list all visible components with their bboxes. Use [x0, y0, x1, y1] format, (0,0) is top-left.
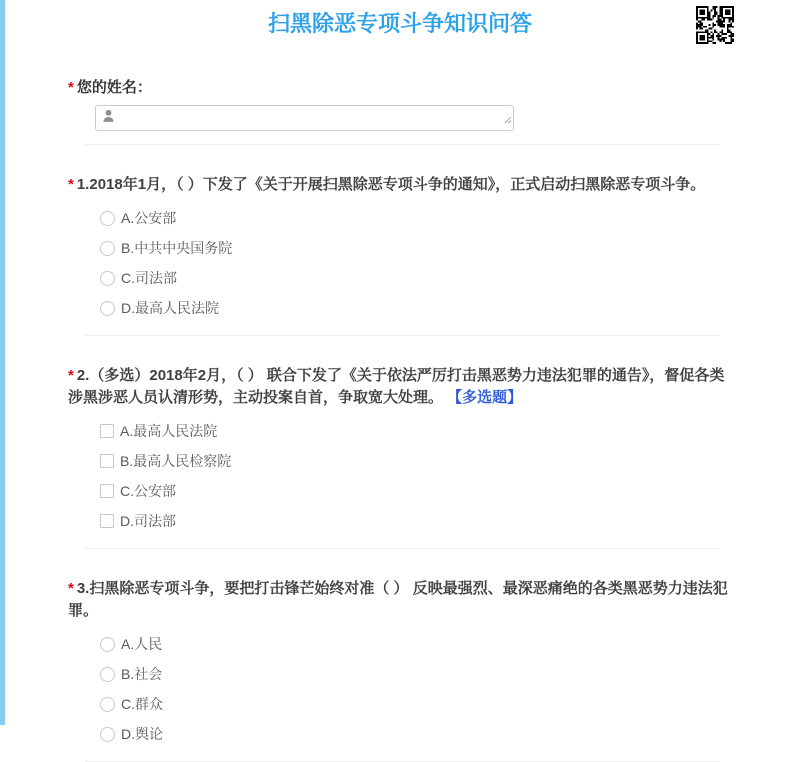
checkbox-control[interactable] — [100, 424, 114, 438]
radio-option[interactable] — [100, 300, 730, 316]
question-block — [68, 365, 730, 549]
option-label: D.司法部 — [120, 513, 176, 529]
person-icon — [101, 108, 116, 129]
survey-form — [0, 80, 800, 762]
option-label: B.最高人民检察院 — [120, 453, 232, 469]
option-list — [100, 210, 730, 316]
name-field-label — [68, 80, 730, 96]
question-text: 2.（多选）2018年2月，（ ） 联合下发了《关于依法严厉打击黑恶势力违法犯罪的通告》，督促各类涉黑涉恶人员认清形势，主动投案自首，争取宽大处理。 — [68, 367, 725, 406]
radio-option[interactable] — [100, 240, 730, 256]
radio-option[interactable] — [100, 666, 730, 682]
option-label: C.公安部 — [120, 483, 176, 499]
option-label: B.社会 — [121, 666, 163, 682]
option-label: C.群众 — [121, 696, 163, 712]
required-asterisk: * — [68, 580, 74, 597]
question-block — [68, 174, 730, 336]
checkbox-control[interactable] — [100, 484, 114, 498]
radio-control[interactable] — [100, 271, 115, 286]
option-label: B.中共中央国务院 — [121, 240, 233, 256]
section-divider — [85, 335, 720, 336]
required-asterisk: * — [68, 176, 74, 193]
resize-handle-icon[interactable] — [504, 111, 512, 129]
radio-control[interactable] — [100, 727, 115, 742]
radio-control[interactable] — [100, 637, 115, 652]
checkbox-control[interactable] — [100, 454, 114, 468]
checkbox-option[interactable] — [100, 453, 730, 469]
radio-option[interactable] — [100, 726, 730, 742]
multi-select-tag: 【多选题】 — [447, 389, 523, 406]
radio-control[interactable] — [100, 211, 115, 226]
option-label: D.舆论 — [121, 726, 163, 742]
qr-code-icon — [696, 6, 734, 44]
radio-control[interactable] — [100, 667, 115, 682]
option-label: C.司法部 — [121, 270, 177, 286]
question-text-row — [68, 174, 730, 196]
checkbox-option[interactable] — [100, 483, 730, 499]
radio-control[interactable] — [100, 697, 115, 712]
name-input-wrap[interactable] — [95, 105, 514, 131]
option-label: A.人民 — [121, 636, 163, 652]
radio-option[interactable] — [100, 696, 730, 712]
option-list — [100, 636, 730, 742]
option-label: A.最高人民法院 — [120, 423, 218, 439]
checkbox-control[interactable] — [100, 514, 114, 528]
option-label: A.公安部 — [121, 210, 177, 226]
question-block — [68, 578, 730, 762]
required-asterisk: * — [68, 367, 74, 384]
question-text-row — [68, 578, 730, 622]
checkbox-option[interactable] — [100, 513, 730, 529]
question-text-row — [68, 365, 730, 409]
radio-control[interactable] — [100, 241, 115, 256]
page-left-accent-strip — [0, 0, 5, 725]
option-list — [100, 423, 730, 529]
page-title: 扫黑除恶专项斗争知识问答 — [267, 11, 532, 36]
checkbox-option[interactable] — [100, 423, 730, 439]
section-divider — [85, 548, 720, 549]
radio-option[interactable] — [100, 270, 730, 286]
option-label: D.最高人民法院 — [121, 300, 219, 316]
required-asterisk: * — [68, 79, 74, 96]
name-input[interactable] — [116, 106, 510, 130]
questions — [68, 174, 730, 762]
question-text: 1.2018年1月，（ ）下发了《关于开展扫黑除恶专项斗争的通知》，正式启动扫黑除恶专项斗争。 — [76, 176, 706, 193]
question-text: 3.扫黑除恶专项斗争，要把打击锋芒始终对准（ ） 反映最强烈、最深恶痛绝的各类黑恶势力违法犯罪。 — [68, 580, 728, 619]
name-field-block — [68, 80, 730, 145]
radio-option[interactable] — [100, 210, 730, 226]
radio-option[interactable] — [100, 636, 730, 652]
section-divider — [85, 144, 720, 145]
radio-control[interactable] — [100, 301, 115, 316]
name-label-text: 您的姓名： — [76, 79, 152, 96]
